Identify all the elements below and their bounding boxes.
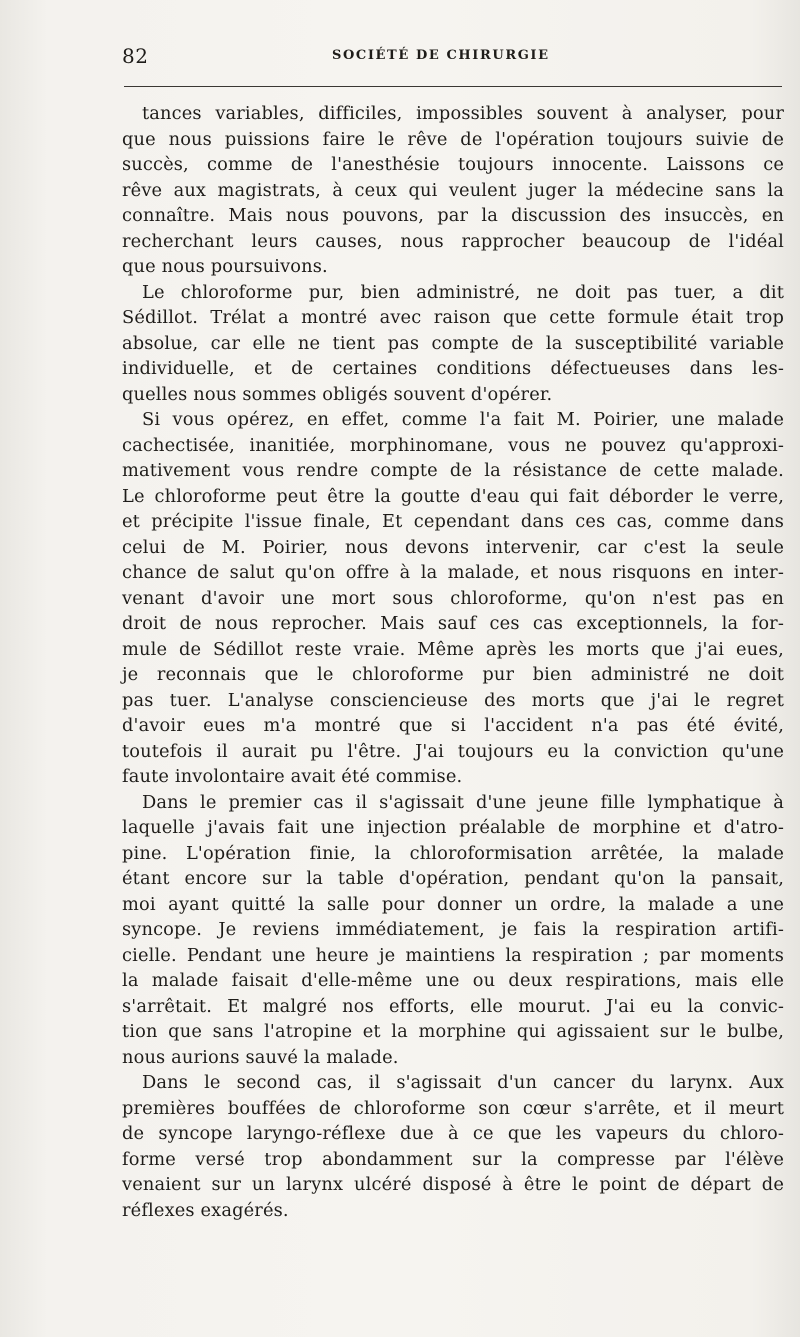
paragraph [122, 1070, 784, 1223]
paragraph [122, 407, 784, 790]
text-line: Si vous opérez, en effet, comme l'a fait M. Poirier, une malade [142, 409, 784, 430]
text-line: que nous poursuivons. [122, 256, 328, 277]
text-line: chance de salut qu'on offre à la malade, et nous risquons en inter- [122, 562, 784, 583]
text-line: forme versé trop abondamment sur la compresse par l'élève [122, 1148, 784, 1170]
text-line: moi ayant quitté la salle pour donner un ordre, la malade a une [122, 893, 784, 915]
text-line: de syncope laryngo-réflexe due à ce que les vapeurs du chloro- [122, 1123, 784, 1144]
text-line: Dans le second cas, il s'agissait d'un cancer du larynx. Aux [142, 1072, 784, 1093]
text-line: syncope. Je reviens immédiatement, je fais la respiration artifi- [122, 919, 784, 940]
text-line: tion que sans l'atropine et la morphine qui agissaient sur le bulbe, [122, 1021, 784, 1042]
body-text [122, 101, 784, 1223]
page-header [122, 44, 782, 74]
text-line: succès, comme de l'anesthésie toujours innocente. Laissons ce [122, 154, 784, 175]
text-line: mativement vous rendre compte de la résistance de cette malade. [122, 460, 784, 481]
text-line: tances variables, difficiles, impossibles souvent à analyser, pour [142, 103, 784, 124]
text-line: absolue, car elle ne tient pas compte de la susceptibilité variable [122, 332, 784, 354]
paragraph [122, 101, 784, 280]
text-line: d'avoir eues m'a montré que si l'accident n'a pas été évité, [122, 715, 784, 736]
text-line: Le chloroforme pur, bien administré, ne doit pas tuer, a dit [142, 281, 784, 303]
text-line: pine. L'opération finie, la chloroformisation arrêtée, la malade [122, 842, 784, 864]
text-line: individuelle, et de certaines conditions défectueuses dans les- [122, 358, 784, 379]
text-line: toutefois il aurait pu l'être. J'ai toujours eu la conviction qu'une [122, 740, 784, 762]
text-line: droit de nous reprocher. Mais sauf ces cas exceptionnels, la for- [122, 613, 784, 634]
paragraph [122, 790, 784, 1071]
text-line: premières bouffées de chloroforme son cœur s'arrête, et il meurt [122, 1097, 784, 1119]
text-line: connaître. Mais nous pouvons, par la discussion des insuccès, en [122, 205, 784, 226]
text-line: quelles nous sommes obligés souvent d'opérer. [122, 383, 553, 405]
text-line: venaient sur un larynx ulcéré disposé à être le point de départ de [122, 1174, 784, 1195]
text-line: pas tuer. L'analyse consciencieuse des morts que j'ai le regret [122, 689, 784, 711]
text-line: la malade faisait d'elle-même une ou deux respirations, mais elle [122, 970, 784, 991]
text-line: réflexes exagérés. [122, 1199, 289, 1221]
text-line: Le chloroforme peut être la goutte d'eau qui fait déborder le verre, [122, 485, 784, 507]
text-line: je reconnais que le chloroforme pur bien administré ne doit [122, 664, 784, 685]
header-rule [124, 86, 782, 87]
text-line: rêve aux magistrats, à ceux qui veulent juger la médecine sans la [122, 179, 784, 201]
text-line: et précipite l'issue finale, Et cependant dans ces cas, comme dans [122, 511, 784, 532]
running-head: SOCIÉTÉ DE CHIRURGIE [332, 48, 550, 63]
text-line: Dans le premier cas il s'agissait d'une jeune fille lymphatique à [142, 791, 784, 813]
paragraph [122, 280, 784, 408]
text-line: recherchant leurs causes, nous rapprocher beaucoup de l'idéal [122, 230, 784, 252]
text-line: nous aurions sauvé la malade. [122, 1046, 399, 1068]
page-number: 82 [122, 44, 149, 68]
text-line: cachectisée, inanitiée, morphinomane, vous ne pouvez qu'approxi- [122, 434, 784, 456]
text-line: étant encore sur la table d'opération, pendant qu'on la pansait, [122, 868, 784, 889]
text-line: s'arrêtait. Et malgré nos efforts, elle mourut. J'ai eu la convic- [122, 995, 784, 1017]
text-line: venant d'avoir une mort sous chloroforme, qu'on n'est pas en [122, 587, 784, 609]
text-line: cielle. Pendant une heure je maintiens la respiration ; par moments [122, 944, 784, 966]
text-line: faute involontaire avait été commise. [122, 766, 463, 787]
text-line: laquelle j'avais fait une injection préalable de morphine et d'atro- [122, 817, 784, 838]
text-line: Sédillot. Trélat a montré avec raison que cette formule était trop [122, 307, 784, 328]
text-line: que nous puissions faire le rêve de l'opération toujours suivie de [122, 128, 784, 150]
text-line: celui de M. Poirier, nous devons intervenir, car c'est la seule [122, 536, 784, 558]
text-line: mule de Sédillot reste vraie. Même après les morts que j'ai eues, [122, 638, 784, 660]
